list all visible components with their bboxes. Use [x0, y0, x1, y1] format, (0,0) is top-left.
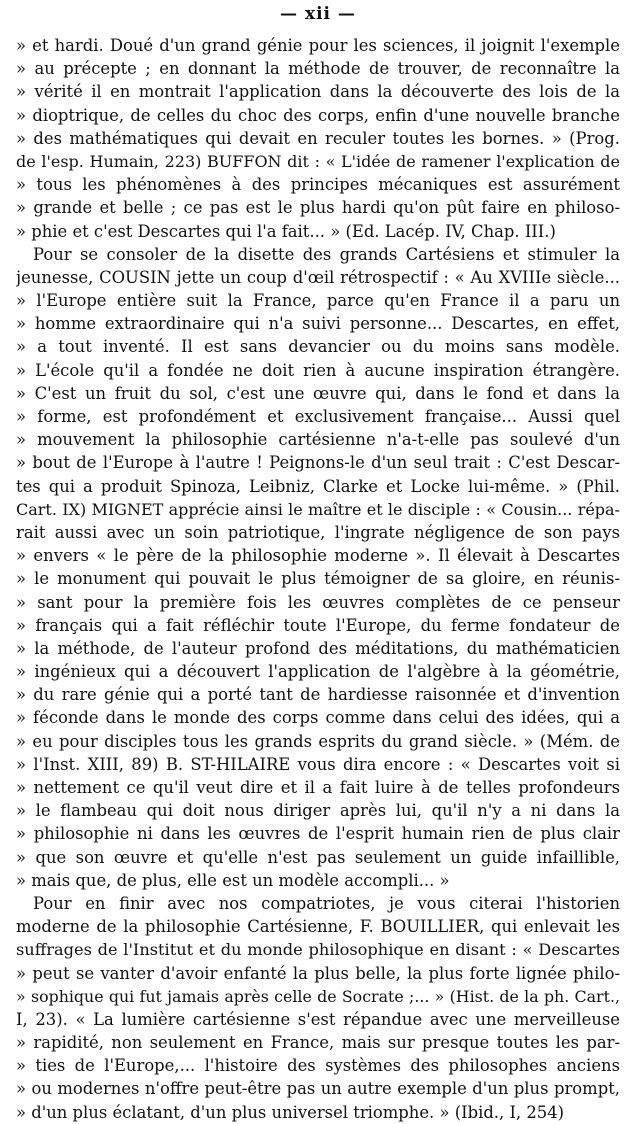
text-line-content: » dioptrique, de celles du choc des corps, enfin d'une nouvelle branche	[16, 105, 620, 125]
text-line-content: rait aussi avec un soin patriotique, l'ingrate négligence de son pays	[16, 522, 620, 542]
text-line-content: » ou modernes n'offre peut-être pas un autre exemple d'un plus prompt,	[16, 1079, 620, 1099]
text-line-content: Pour en finir avec nos compatriotes, je vous citerai l'historien	[33, 893, 620, 913]
text-line	[16, 962, 620, 985]
text-line-content: » L'école qu'il a fondée ne doit rien à aucune inspiration étrangère.	[16, 360, 620, 380]
text-line	[16, 1101, 620, 1124]
text-line-content: » le monument qui pouvait le plus témoigner de sa gloire, en réunis-	[16, 569, 620, 589]
page-number: — xii —	[280, 4, 356, 24]
text-line-content: » du rare génie qui a porté tant de hardiesse raisonnée et d'invention	[16, 685, 620, 705]
text-line	[16, 521, 620, 544]
text-line-content: » l'Inst. XIII, 89) B. ST-HILAIRE vous dira encore : « Descartes voit si	[16, 754, 620, 774]
text-line	[16, 359, 620, 382]
text-line	[16, 451, 620, 474]
text-line-content: Cart. IX) MIGNET apprécie ainsi le maître et le disciple : « Cousin... répa-	[16, 499, 620, 519]
text-line-content: » bout de l'Europe à l'autre ! Peignons-le d'un seul trait : C'est Descar-	[16, 453, 620, 473]
text-line-content: » peut se vanter d'avoir enfanté la plus belle, la plus forte lignée philo-	[16, 963, 620, 983]
text-line	[16, 1077, 620, 1100]
text-line-content: I, 23). « La lumière cartésienne s'est répandue avec une merveilleuse	[16, 1009, 620, 1029]
text-line	[16, 243, 620, 266]
text-line	[16, 1054, 620, 1077]
text-line	[16, 266, 620, 289]
text-line	[16, 104, 620, 127]
text-line	[16, 869, 620, 892]
text-line-content: de l'esp. Humain, 223) BUFFON dit : « L'idée de ramener l'explication de	[16, 151, 620, 171]
text-line	[16, 753, 620, 776]
text-line-content: » que son œuvre et qu'elle n'est pas seulement un guide infaillible,	[16, 847, 620, 867]
text-line-content: » mais que, de plus, elle est un modèle accompli... »	[16, 870, 450, 890]
text-line	[16, 591, 620, 614]
text-line-content: » rapidité, non seulement en France, mais sur presque toutes les par-	[16, 1033, 620, 1053]
text-line	[16, 289, 620, 312]
text-line-content: » envers « le père de la philosophie moderne ». Il élevait à Descartes	[16, 546, 620, 566]
text-line-content: » grande et belle ; ce pas est le plus hardi qu'on pût faire en philoso-	[16, 198, 620, 218]
text-line-content: » nettement ce qu'il veut dire et il a fait luire à de telles profondeurs	[16, 778, 620, 797]
text-line-content: » vérité il en montrait l'application dans la découverte des lois de la	[16, 82, 620, 102]
text-line	[16, 938, 620, 961]
text-line-content: jeunesse, COUSIN jette un coup d'œil rétrospectif : « Au XVIIIe siècle...	[16, 267, 620, 287]
text-line	[16, 799, 620, 822]
text-line	[16, 173, 620, 196]
text-line-content: » mouvement la philosophie cartésienne n'a-t-elle pas soulevé d'un	[16, 430, 620, 450]
text-line	[16, 34, 620, 57]
text-line-content: » sant pour la première fois les œuvres complètes de ce penseur	[16, 592, 620, 612]
text-line	[16, 614, 620, 637]
text-line	[16, 683, 620, 706]
text-line-content: » ingénieux qui a découvert l'application de l'algèbre à la géométrie,	[16, 662, 620, 682]
text-line	[16, 150, 620, 173]
text-line-content: » a tout inventé. Il est sans devancier ou du moins sans modèle.	[16, 337, 620, 357]
text-line	[16, 405, 620, 428]
text-line	[16, 498, 620, 521]
text-line-content: » tous les phénomènes à des principes mécaniques est assurément	[16, 175, 620, 195]
text-line-content: » eu pour disciples tous les grands esprits du grand siècle. » (Mém. de	[16, 731, 620, 751]
text-line	[16, 846, 620, 869]
text-line	[16, 1031, 620, 1054]
text-line	[16, 475, 620, 498]
body-text	[16, 34, 620, 1124]
text-line	[16, 985, 620, 1008]
text-line-content: » au précepte ; en donnant la méthode de trouver, de reconnaître la	[16, 59, 620, 79]
text-line-content: » français qui a fait réfléchir toute l'Europe, du ferme fondateur de	[16, 615, 620, 635]
text-line	[16, 382, 620, 405]
text-line	[16, 312, 620, 335]
text-line	[16, 428, 620, 451]
text-line	[16, 1008, 620, 1031]
text-line-content: » d'un plus éclatant, d'un plus universel triomphe. » (Ibid., I, 254)	[16, 1102, 565, 1122]
text-line	[16, 892, 620, 915]
text-line	[16, 776, 620, 799]
text-line-content: » phie et c'est Descartes qui l'a fait... » (Ed. Lacép. IV, Chap. III.)	[16, 221, 556, 241]
text-line-content: » le flambeau qui doit nous diriger après lui, qu'il n'y a ni dans la	[16, 801, 620, 821]
text-line	[16, 80, 620, 103]
text-line-content: » la méthode, de l'auteur profond des méditations, du mathématicien	[16, 638, 620, 658]
text-line	[16, 544, 620, 567]
text-line-content: » homme extraordinaire qui n'a suivi personne... Descartes, en effet,	[16, 314, 620, 334]
text-line-content: » ties de l'Europe,... l'histoire des systèmes des philosophes anciens	[16, 1056, 620, 1076]
text-line	[16, 730, 620, 753]
text-line	[16, 335, 620, 358]
text-line-content: Pour se consoler de la disette des grands Cartésiens et stimuler la	[33, 244, 620, 264]
text-line	[16, 706, 620, 729]
text-line	[16, 220, 620, 243]
text-line	[16, 915, 620, 938]
text-line-content: » l'Europe entière suit la France, parce qu'en France il a paru un	[16, 291, 620, 311]
text-line-content: tes qui a produit Spinoza, Leibniz, Clarke et Locke lui-même. » (Phil.	[16, 476, 620, 496]
text-line-content: » forme, est profondément et exclusivement française... Aussi quel	[16, 407, 620, 426]
text-line	[16, 822, 620, 845]
text-line-content: » sophique qui fut jamais après celle de Socrate ;... » (Hist. de la ph. Cart.,	[16, 986, 620, 1006]
text-line-content: » féconde dans le monde des corps comme dans celui des idées, qui a	[16, 708, 620, 728]
text-line	[16, 127, 620, 150]
text-line	[16, 567, 620, 590]
text-line	[16, 637, 620, 660]
text-line	[16, 57, 620, 80]
text-line-content: » philosophie ni dans les œuvres de l'esprit humain rien de plus clair	[16, 824, 620, 844]
text-line-content: moderne de la philosophie Cartésienne, F. BOUILLIER, qui enlevait les	[16, 917, 620, 937]
text-line	[16, 196, 620, 219]
text-line-content: suffrages de l'Institut et du monde philosophique en disant : « Descartes	[16, 940, 620, 960]
text-line-content: » C'est un fruit du sol, c'est une œuvre qui, dans le fond et dans la	[16, 383, 620, 403]
text-line	[16, 660, 620, 683]
text-line-content: » des mathématiques qui devait en reculer toutes les bornes. » (Prog.	[16, 128, 620, 148]
text-line-content: » et hardi. Doué d'un grand génie pour les sciences, il joignit l'exemple	[16, 36, 620, 55]
